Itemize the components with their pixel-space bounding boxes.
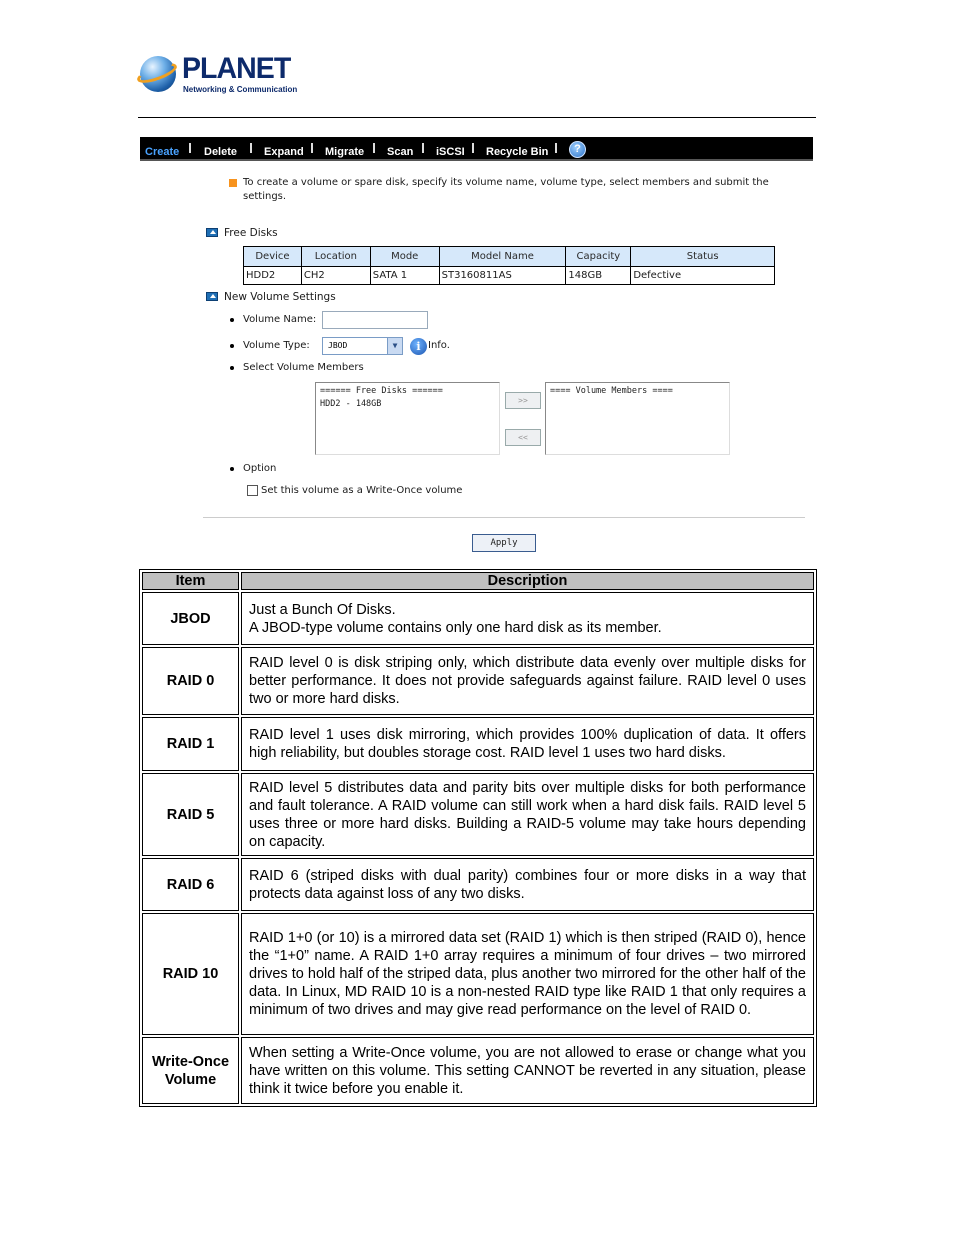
header-item: Item [142,572,239,590]
info-link[interactable]: Info. [428,340,450,351]
free-disks-title: Free Disks [224,227,278,239]
write-once-checkbox[interactable] [247,485,258,496]
free-disks-header-row [244,247,775,267]
menu-recycle-bin[interactable]: Recycle Bin [486,146,549,158]
collapse-up-icon[interactable] [206,292,218,301]
table-row [142,913,814,1035]
menu-separator [311,143,313,153]
table-row [142,1037,814,1104]
menu-separator [472,143,474,153]
intro-text: To create a volume or spare disk, specify its volume name, volume type, select members and submit the settings. [243,177,769,202]
item-raid10: RAID 10 [142,913,239,1035]
desc-header-row [142,572,814,590]
write-once-label: Set this volume as a Write-Once volume [261,485,463,496]
intro-bullet-icon [229,179,237,187]
desc-jbod [241,592,814,645]
desc-line: A JBOD-type volume contains only one hard disk as its member. [249,619,662,636]
cell-device: HDD2 [244,267,302,285]
planet-logo [138,52,308,96]
header-rule [138,117,816,118]
col-mode: Mode [370,247,439,267]
desc-raid0: RAID level 0 is disk striping only, which distribute data evenly over multiple disks for better performance. It does not provide safeguards against failure. RAID level 0 uses two or more hard disks. [241,647,814,715]
help-icon[interactable]: ? [569,141,586,158]
table-row [142,592,814,645]
bullet-icon [230,344,234,348]
volume-type-select[interactable] [322,337,403,355]
collapse-up-icon[interactable] [206,228,218,237]
item-raid6: RAID 6 [142,858,239,911]
volume-name-label: Volume Name: [243,314,317,325]
apply-button[interactable]: Apply [472,534,536,552]
menu-separator [250,143,252,153]
free-disks-table [243,246,775,285]
logo-brand: PLANET [182,52,291,85]
cell-location: CH2 [301,267,370,285]
menu-iscsi[interactable]: iSCSI [436,146,465,158]
item-line: Volume [164,1071,217,1088]
item-raid1: RAID 1 [142,717,239,771]
col-device: Device [244,247,302,267]
menu-migrate[interactable]: Migrate [325,146,365,158]
table-row [244,267,775,285]
volume-name-input[interactable] [322,311,428,329]
select-members-label: Select Volume Members [243,362,364,373]
table-row [142,858,814,911]
cell-model-name: ST3160811AS [439,267,566,285]
item-jbod: JBOD [142,592,239,645]
col-model-name: Model Name [439,247,566,267]
col-capacity: Capacity [566,247,631,267]
header-description: Description [241,572,814,590]
menu-expand[interactable]: Expand [264,146,304,158]
desc-raid6: RAID 6 (striped disks with dual parity) combines four or more disks in a way that protects data against loss of any two disks. [241,858,814,911]
menu-separator [373,143,375,153]
bullet-icon [230,467,234,471]
desc-write-once: When setting a Write-Once volume, you are not allowed to erase or change what you have written on this volume. This setting CANNOT be reverted in any situation, please think it twice before you enable it. [241,1037,814,1104]
chevron-down-icon[interactable]: ▼ [387,338,402,354]
col-status: Status [631,247,775,267]
menu-create[interactable]: Create [145,146,180,158]
volume-members-listbox[interactable]: ==== Volume Members ==== [545,382,730,455]
item-write-once [142,1037,239,1104]
cell-mode: SATA 1 [370,267,439,285]
new-volume-title: New Volume Settings [224,291,336,303]
table-row [142,647,814,715]
menu-separator [189,143,191,153]
bullet-icon [230,318,234,322]
add-member-button[interactable]: >> [505,392,541,409]
info-icon[interactable]: i [410,338,427,355]
table-row [142,773,814,856]
cell-capacity: 148GB [566,267,631,285]
menu-separator [422,143,424,153]
menu-bar [140,137,813,161]
menu-separator [555,143,557,153]
cell-status: Defective [631,267,775,285]
desc-line: Just a Bunch Of Disks. [249,601,396,618]
desc-raid5: RAID level 5 distributes data and parity bits over multiple disks for both performance and fault tolerance. A RAID volume can still work when a hard disk fails. RAID level 5 uses three or more hard disks. Building a RAID-5 volume may take hours depending on capacity. [241,773,814,856]
remove-member-button[interactable]: << [505,429,541,446]
bullet-icon [230,366,234,370]
volume-type-label: Volume Type: [243,340,310,351]
menu-delete[interactable]: Delete [204,146,238,158]
volume-type-value: JBOD [328,341,348,350]
col-location: Location [301,247,370,267]
logo-tagline: Networking & Communication [183,85,298,94]
menu-scan[interactable]: Scan [387,146,414,158]
item-raid5: RAID 5 [142,773,239,856]
item-raid0: RAID 0 [142,647,239,715]
raid-description-table [139,569,817,1107]
desc-raid1: RAID level 1 uses disk mirroring, which provides 100% duplication of data. It offers high reliability, but doubles storage cost. RAID level 1 uses two hard disks. [241,717,814,771]
free-disks-listbox[interactable]: ====== Free Disks ====== HDD2 - 148GB [315,382,500,455]
item-line: Write-Once [151,1053,230,1070]
divider [203,517,805,518]
option-label: Option [243,463,277,474]
table-row [142,717,814,771]
desc-raid10: RAID 1+0 (or 10) is a mirrored data set (RAID 1) which is then striped (RAID 0), hence the “1+0” name. A RAID 1+0 array requires a minimum of four drives – two mirrored drives to hold half of the striped data, plus another two mirrored for the other half of the data. In Linux, MD RAID 10 is a non-nested RAID type like RAID 1 that only requires a minimum of two drives and may give read performance on the level of RAID 0. [241,913,814,1035]
